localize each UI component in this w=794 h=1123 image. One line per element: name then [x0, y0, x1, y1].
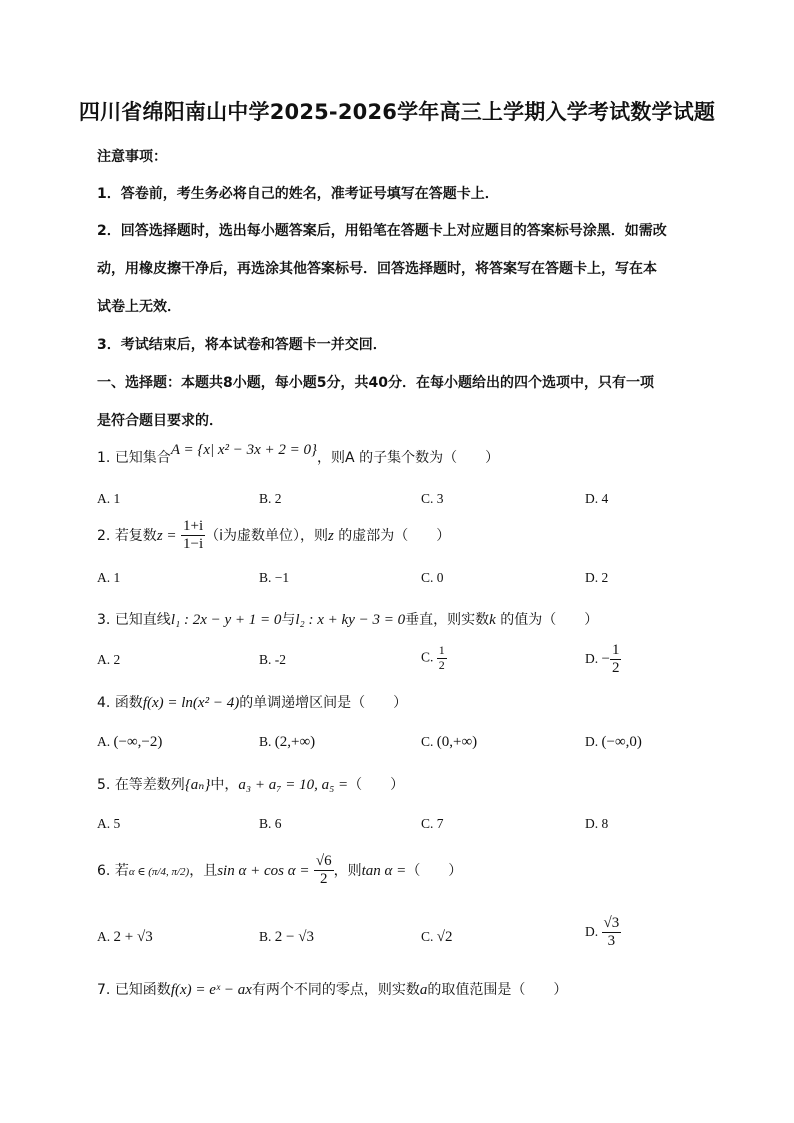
- math-fraction: [181, 518, 205, 554]
- option-label: D.: [585, 923, 599, 939]
- question-text: ，则A 的子集个数为（ ）: [317, 450, 500, 466]
- fraction-numerator: √6: [314, 853, 334, 871]
- fraction-denominator: 2: [438, 657, 445, 672]
- math-fraction: [610, 642, 622, 678]
- math-value: 2 + √3: [113, 929, 153, 945]
- notice-item-3: 3．考试结束后，将本试卷和答题卡一并交回．: [97, 337, 387, 353]
- question-3: [97, 609, 598, 629]
- question-text: 函数: [114, 695, 143, 711]
- question-text: 的值为（ ）: [495, 612, 599, 628]
- fraction-denominator: 1−i: [182, 536, 204, 553]
- question-text: 有两个不同的零点，则实数: [251, 982, 420, 998]
- q3-option-c: [421, 644, 447, 673]
- fraction-numerator: 1: [610, 642, 622, 660]
- fraction-numerator: 1: [438, 643, 445, 657]
- question-text: 与: [281, 612, 296, 628]
- question-number: 1.: [97, 450, 111, 466]
- q4-option-c: [421, 734, 477, 751]
- question-text: 若: [114, 862, 129, 879]
- math-value: √2: [436, 929, 453, 945]
- question-text: 若复数: [114, 527, 157, 544]
- question-7: [97, 979, 567, 999]
- q2-option-a: A. 1: [97, 570, 121, 585]
- question-number: 3.: [97, 612, 111, 628]
- math-expression: sin α + cos α =: [217, 862, 310, 879]
- q3-option-a: A. 2: [97, 652, 121, 667]
- q5-option-d: D. 8: [585, 816, 609, 831]
- question-1: [97, 442, 500, 467]
- q5-option-c: C. 7: [421, 816, 444, 831]
- math-alpha-range: α ∈ (π/4, π/2): [128, 865, 190, 878]
- math-sequence: {aₙ}: [184, 777, 211, 793]
- math-tan: tan α =: [361, 862, 407, 879]
- question-text: （i为虚数单位），则: [205, 527, 329, 544]
- math-a: a: [419, 982, 428, 998]
- math-interval: (−∞,−2): [113, 734, 163, 750]
- math-line-l1: l₁ : 2x − y + 1 = 0: [170, 612, 282, 628]
- notice-item-2-line-3: 试卷上无效．: [97, 299, 181, 315]
- option-label: A.: [97, 734, 111, 749]
- option-label: B.: [259, 929, 272, 944]
- option-label: C.: [421, 734, 434, 749]
- math-expression: a₃ + a₇ = 10, a₅ =: [238, 777, 349, 793]
- math-fraction: [602, 915, 622, 951]
- question-number: 5.: [97, 777, 111, 793]
- math-z: z: [328, 527, 334, 544]
- notice-item-2-line-2: 动，用橡皮擦干净后，再选涂其他答案标号．回答选择题时，将答案写在答题卡上，写在本: [97, 261, 657, 277]
- q5-option-a: A. 5: [97, 816, 121, 831]
- option-label: D.: [585, 734, 599, 749]
- option-label: A.: [97, 929, 111, 944]
- option-label: C.: [421, 649, 434, 665]
- q1-option-d: D. 4: [585, 491, 609, 506]
- q4-option-a: [97, 734, 162, 751]
- question-2: [97, 518, 450, 554]
- section-heading-line-1: 一、选择题：本题共8小题，每小题5分，共40分．在每小题给出的四个选项中，只有一项: [97, 375, 654, 391]
- option-label: D.: [585, 650, 599, 666]
- question-6: [97, 853, 462, 889]
- math-k: k: [489, 612, 496, 628]
- question-text: 的取值范围是（ ）: [427, 982, 568, 998]
- notice-item-1: 1．答卷前，考生务必将自己的姓名，准考证号填写在答题卡上．: [97, 186, 499, 202]
- math-fraction: [314, 853, 334, 889]
- question-text: 的单调递增区间是（ ）: [239, 695, 408, 711]
- q6-option-b: [259, 929, 314, 946]
- q6-option-c: [421, 929, 453, 946]
- question-number: 4.: [97, 695, 111, 711]
- math-interval: (−∞,0): [601, 734, 642, 750]
- q4-option-d: [585, 734, 642, 751]
- notice-item-2-line-1: 2．回答选择题时，选出每小题答案后，用铅笔在答题卡上对应题目的答案标号涂黑．如需改: [97, 223, 667, 239]
- minus-sign: −: [601, 650, 610, 667]
- question-text: 已知函数: [114, 982, 171, 998]
- fraction-denominator: 2: [320, 871, 328, 888]
- q2-option-c: C. 0: [421, 570, 444, 585]
- q6-option-d: [585, 915, 621, 951]
- question-4: [97, 692, 407, 712]
- question-text: 垂直，则实数: [405, 612, 490, 628]
- q5-option-b: B. 6: [259, 816, 282, 831]
- page-title: 四川省绵阳南山中学2025-2026学年高三上学期入学考试数学试题: [78, 100, 716, 124]
- math-value: 2 − √3: [274, 929, 314, 945]
- fraction-numerator: 1+i: [181, 518, 205, 536]
- question-number: 2.: [97, 527, 111, 544]
- question-text: 中，: [210, 777, 239, 793]
- question-number: 7.: [97, 982, 111, 998]
- q1-option-a: A. 1: [97, 491, 121, 506]
- fraction-denominator: 3: [607, 933, 616, 950]
- question-number: 6.: [97, 862, 111, 879]
- question-text: ，且: [189, 862, 218, 879]
- math-line-l2: l₂ : x + ky − 3 = 0: [295, 612, 406, 628]
- question-text: 已知集合: [114, 450, 171, 466]
- math-set: A = {x| x² − 3x + 2 = 0}: [170, 442, 318, 458]
- math-z: z =: [156, 527, 177, 544]
- question-5: [97, 774, 404, 794]
- question-text: 在等差数列: [114, 777, 185, 793]
- q1-option-c: C. 3: [421, 491, 444, 506]
- math-fraction: [437, 644, 447, 673]
- q3-option-b: B. -2: [259, 652, 286, 667]
- option-label: B.: [259, 734, 272, 749]
- option-label: C.: [421, 929, 434, 944]
- math-function: f(x) = eˣ − ax: [170, 982, 252, 998]
- question-text: （ ）: [406, 862, 463, 879]
- notice-heading: 注意事项：: [97, 149, 167, 165]
- math-interval: (0,+∞): [436, 734, 478, 750]
- question-text: 的虚部为（ ）: [333, 527, 451, 544]
- fraction-numerator: √3: [602, 915, 622, 933]
- q2-option-b: B. −1: [259, 570, 290, 585]
- question-text: （ ）: [348, 777, 405, 793]
- question-text: 已知直线: [114, 612, 171, 628]
- math-interval: (2,+∞): [274, 734, 316, 750]
- math-function: f(x) = ln(x² − 4): [142, 695, 240, 711]
- q4-option-b: [259, 734, 315, 751]
- q1-option-b: B. 2: [259, 491, 282, 506]
- section-heading-line-2: 是符合题目要求的．: [97, 413, 223, 429]
- q2-option-d: D. 2: [585, 570, 609, 585]
- q3-option-d: [585, 642, 621, 678]
- question-text: ，则: [333, 862, 362, 879]
- fraction-denominator: 2: [611, 660, 620, 677]
- q6-option-a: [97, 929, 153, 946]
